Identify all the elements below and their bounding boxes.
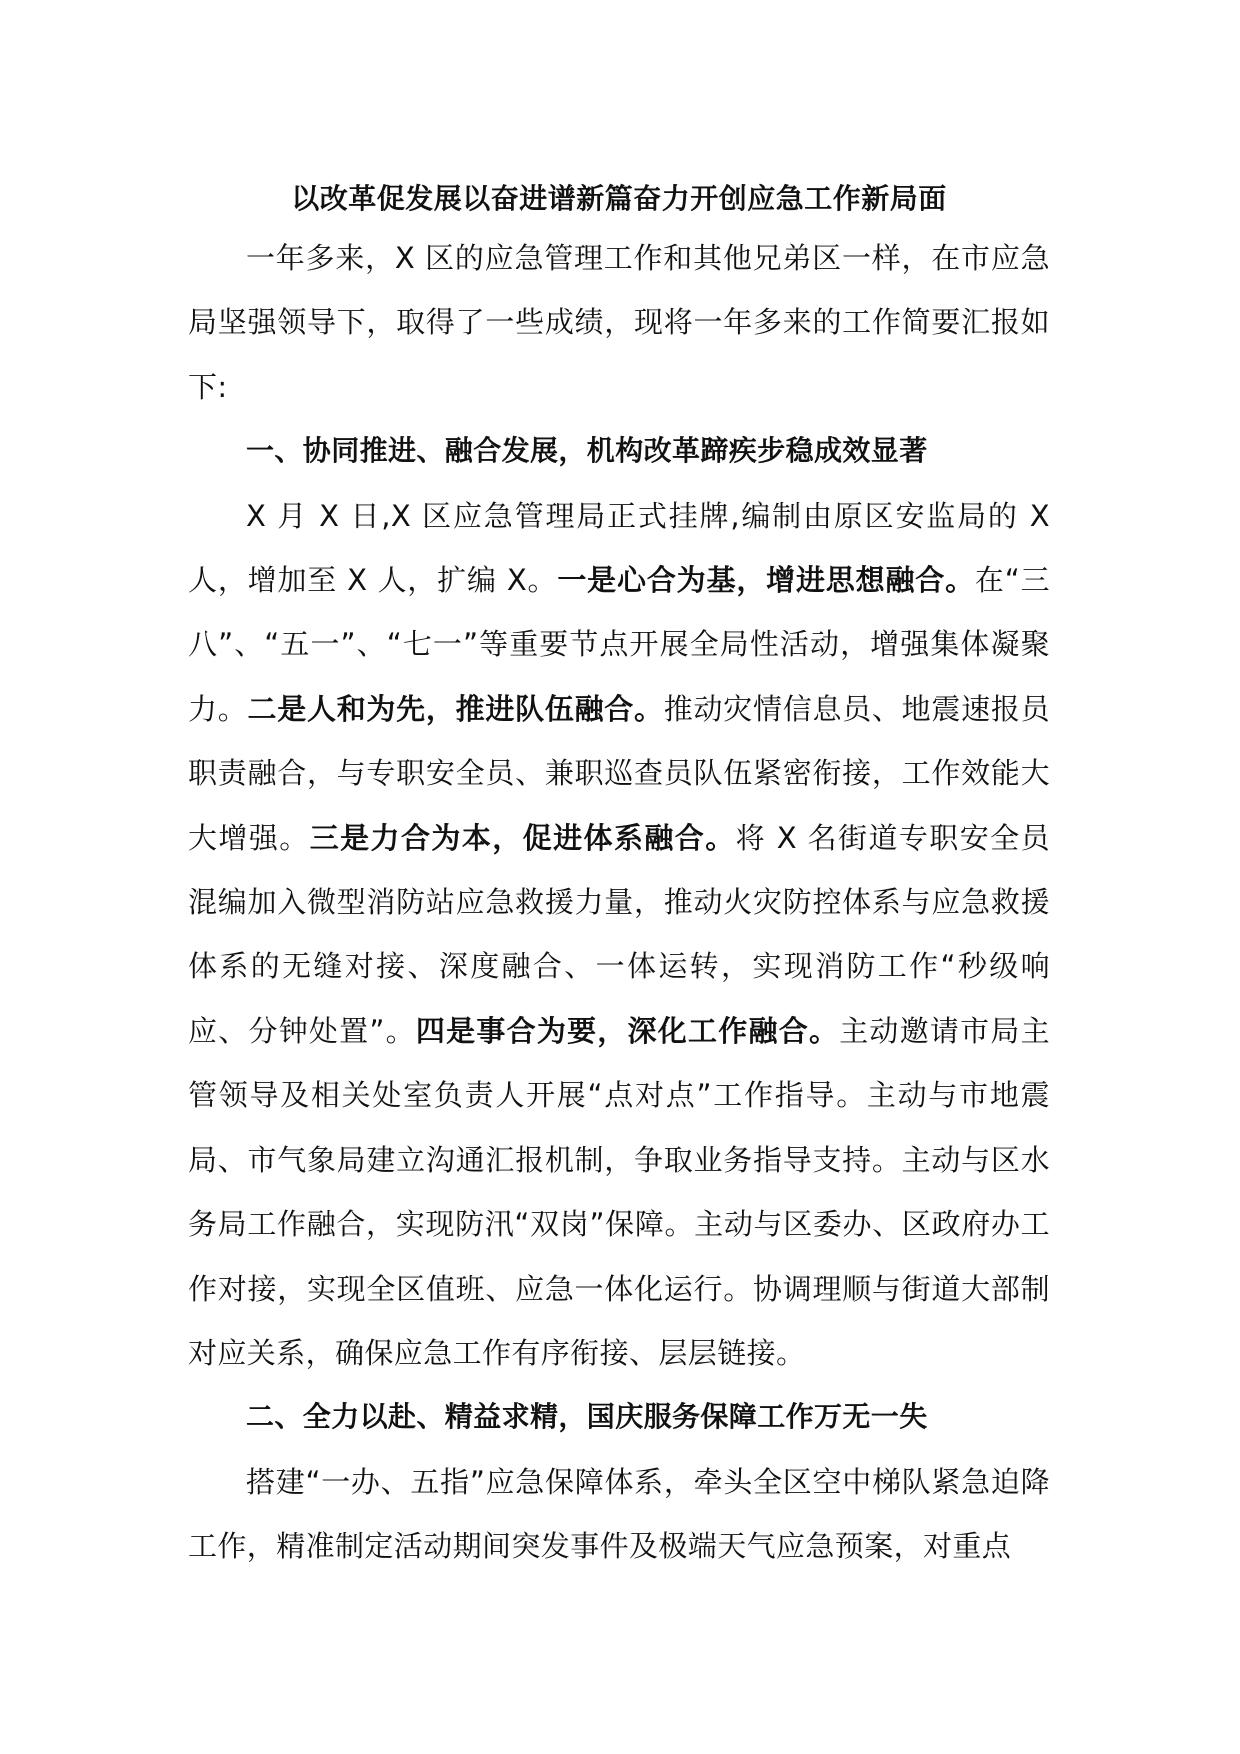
section-1-text-3: 推动灾情信息员、地震速报员职责融合，与专职安全员、兼职巡查员队伍紧密衔接，工作效能大大增强。 [188,691,1050,855]
section-1-text-5: 主动邀请市局主管领导及相关处室负责人开展“点对点”工作指导。主动与市地震局、市气象局建立沟通汇报机制，争取业务指导支持。主动与区水务局工作融合，实现防汛“双岗”保障。主动与区委办、区政府办工作对接，实现全区值班、应急一体化运行。协调理顺与街道大部制对应关系，确保应急工作有序衔接、层层链接。 [188,1013,1050,1370]
document-title: 以改革促发展以奋进谱新篇奋力开创应急工作新局面 [291,182,947,215]
section-1-heading: 一、协同推进、融合发展，机构改革蹄疾步稳成效显著 [246,434,928,468]
section-1-point-2: 二是人和为先，推进队伍融合。 [247,691,664,726]
section-1-point-3: 三是力合为本，促进体系融合。 [309,820,736,855]
section-1-text-1: X 月 X 日,X 区应急管理局正式挂牌,编制由原区安监局的 X 人，增加至 X 人，扩编 X。 [188,498,1050,598]
document-body [188,172,1050,1579]
section-1-text-4: 将 X 名街道专职安全员混编加入微型消防站应急救援力量，推动火灾防控体系与应急救援体系的无缝对接、深度融合、一体运转，实现消防工作“秒级响应、分钟处置”。 [188,820,1050,1048]
intro-paragraph: 一年多来，X 区的应急管理工作和其他兄弟区一样，在市应急局坚强领导下，取得了一些成绩，现将一年多来的工作简要汇报如下: [188,241,1050,404]
section-2-paragraph: 搭建“一办、五指”应急保障体系，牵头全区空中梯队紧急迫降工作，精准制定活动期间突发事件及极端天气应急预案，对重点 [188,1464,1050,1564]
section-1-text-2: 在“三八”、“五一”、“七一”等重要节点开展全局性活动，增强集体凝聚力。 [188,563,1050,726]
section-1-paragraph [188,484,1050,1386]
section-2-heading: 二、全力以赴、精益求精，国庆服务保障工作万无一失 [246,1400,928,1434]
section-1-point-1: 一是心合为基，增进思想融合。 [557,563,975,598]
section-1-point-4: 四是事合为要，深化工作融合。 [415,1013,840,1048]
